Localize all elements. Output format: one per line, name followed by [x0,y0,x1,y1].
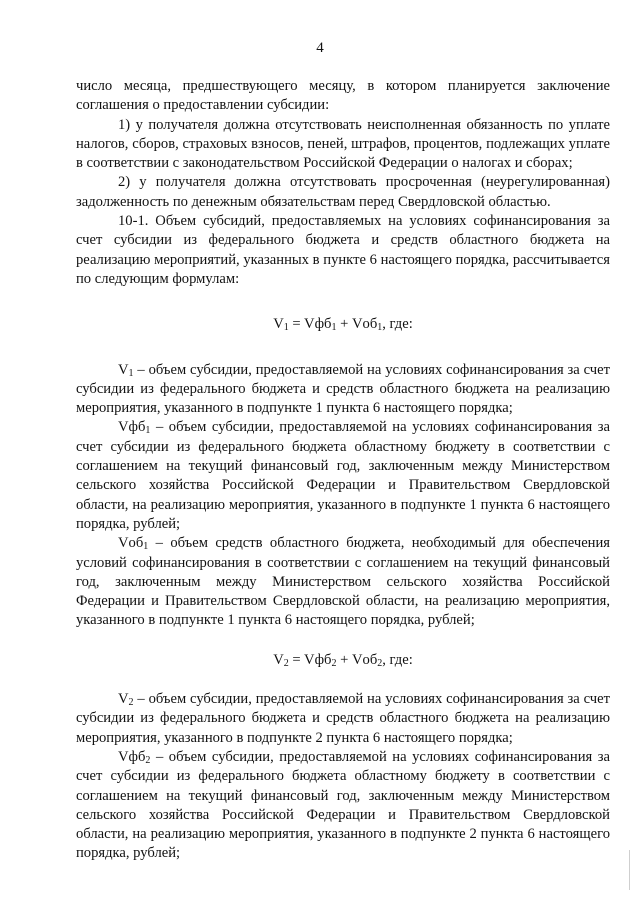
definition-vob1 [76,534,610,630]
definition-vob1-symbol: Vоб [118,535,144,552]
definition-vob1-sub: 1 [143,541,149,553]
definition-v1-sub: 1 [128,367,134,379]
formula-v2-tail: , где: [382,651,413,668]
paragraph-condition-1: 1) у получателя должна отсутствовать неисполненная обязанность по уплате налогов, сборов, страховых взносов, пеней, штрафов, процентов, подлежащих уплате в соответствии с законодательством Российской Федерации о налогах и сборах; [76,116,610,172]
definition-vfb1-symbol: Vфб [118,419,146,436]
definition-vfb2 [76,748,610,864]
definition-vfb1-text: – объем субсидии, предоставляемой на условиях софинансирования за счет субсидии из федерального бюджета областному бюджету в соответствии с соглашением на текущий финансовый год, заключенным между Министерством сельского хозяйства Российской Федерации и Правительством Свердловской области, на реализацию мероприятия, указанного в подпункте 1 пункта 6 настоящего порядка, рублей; [76,419,610,532]
formula-v2-plus: + Vоб [336,651,378,668]
definition-vfb1-sub: 1 [145,425,151,437]
formula-v2-ob-sub: 2 [377,657,383,669]
scan-edge-mark [629,850,630,890]
formula-v2-equals: = Vфб [288,651,332,668]
paragraph-10-1: 10-1. Объем субсидий, предоставляемых на условиях софинансирования за счет субсидии из федерального бюджета и средств областного бюджета на реализацию мероприятий, указанных в пункте 6 настоящего порядка, рассчитывается по следующим формулам: [76,213,610,287]
document-body [76,77,610,864]
formula-v2-symbol: V [273,651,284,668]
definition-v2 [76,690,610,748]
formula-v1-symbol: V [273,316,284,333]
definition-v2-text: – объем субсидии, предоставляемой на условиях софинансирования за счет субсидии из федерального бюджета и средств областного бюджета на реализацию мероприятия, указанного в подпункте 2 пункта 6 настоящего порядка; [76,691,610,746]
formula-v1 [76,315,610,334]
formula-v1-ob-sub: 1 [377,322,383,334]
definition-vob1-text: – объем средств областного бюджета, необходимый для обеспечения условий софинансирования в соответствии с соглашением на текущий финансовый год, заключенным между Министерством сельского хозяйства Российской Федерации и Правительством Свердловской области, на реализацию мероприятия, указанного в подпункте 1 пункта 6 настоящего порядка, рублей; [76,535,610,629]
definition-vfb1 [76,418,610,534]
formula-v1-tail: , где: [382,316,413,333]
definition-v1-text: – объем субсидии, предоставляемой на условиях софинансирования за счет субсидии из федерального бюджета и средств областного бюджета на реализацию мероприятия, указанного в подпункте 1 пункта 6 настоящего порядка; [76,361,610,417]
definition-v2-symbol: V [118,691,129,708]
formula-v1-plus: + Vоб [336,316,378,333]
definition-v1-symbol: V [118,361,129,378]
formula-v1-fb-sub: 1 [331,322,337,334]
formula-v1-sub: 1 [283,322,289,334]
definition-v2-sub: 2 [128,697,134,709]
definition-vfb2-text: – объем субсидии, предоставляемой на условиях софинансирования за счет субсидии из федерального бюджета областному бюджету в соответствии с соглашением на текущий финансовый год, заключенным между Министерством сельского хозяйства Российской Федерации и Правительством Свердловской области, на реализацию мероприятия, указанного в подпункте 2 пункта 6 настоящего порядка, рублей; [76,748,610,862]
formula-v2-sub: 2 [283,657,289,669]
definition-v1 [76,361,610,419]
formula-v1-equals: = Vфб [288,316,332,333]
definition-vfb2-symbol: Vфб [118,748,146,765]
paragraph-condition-2: 2) у получателя должна отсутствовать просроченная (неурегулированная) задолженность по денежным обязательствам перед Свердловской областью. [76,174,610,210]
formula-v2-fb-sub: 2 [331,657,337,669]
formula-v2 [76,651,610,670]
definition-vfb2-sub: 2 [145,754,151,766]
paragraph-continuation: число месяца, предшествующего месяцу, в котором планируется заключение соглашения о предоставлении субсидии: [76,78,610,114]
page-number: 4 [316,40,324,56]
